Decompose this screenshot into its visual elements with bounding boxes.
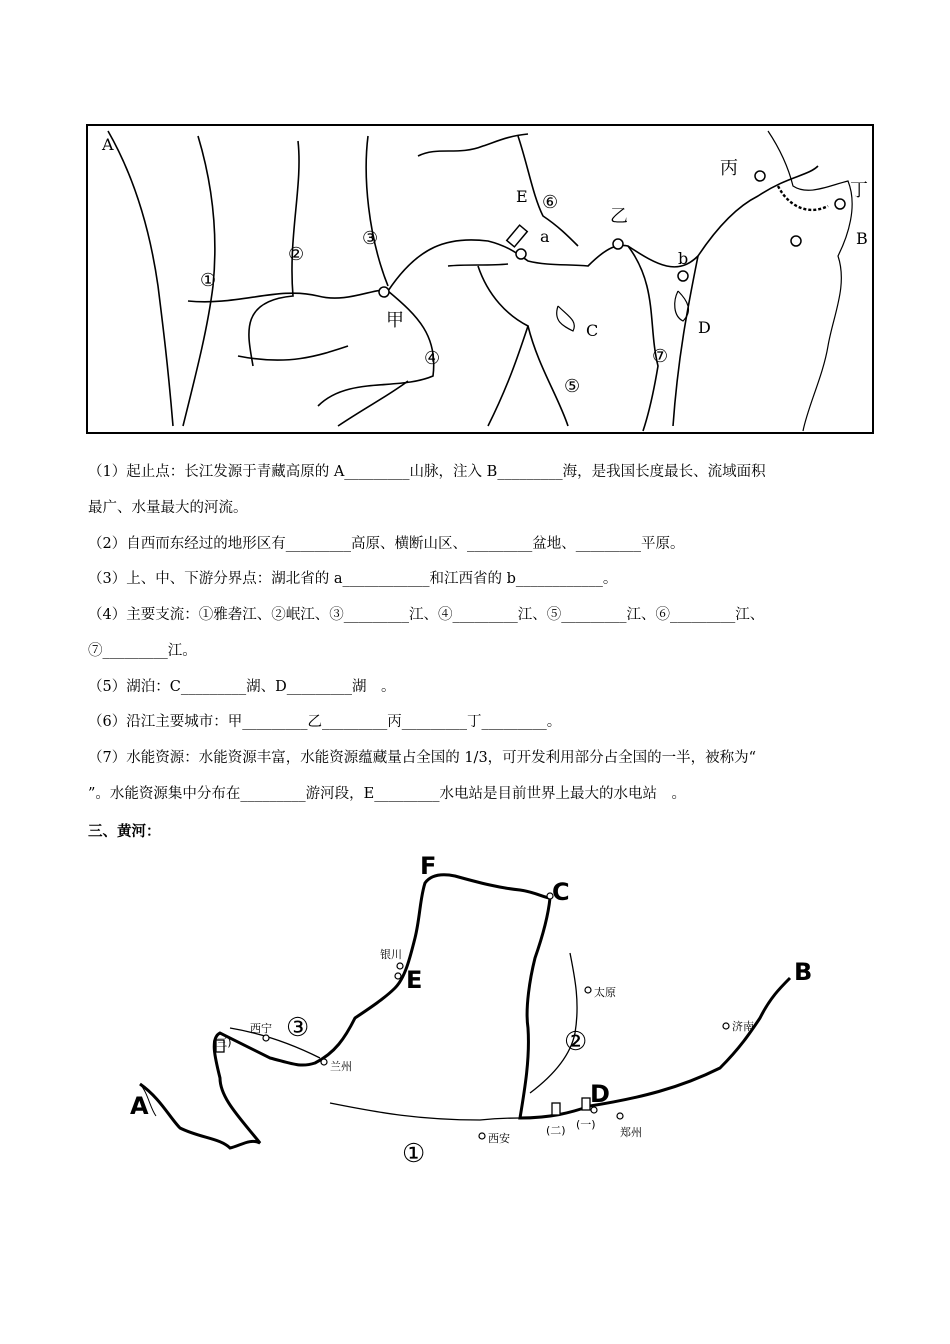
label-dam-1: (一) [576,1118,596,1131]
label-dam-2: (二) [546,1124,566,1137]
question-7-line-1: （7）水能资源：水能资源丰富，水能资源蕴藏量占全国的 1/3，可开发利用部分占全国的一半，被称为“ [88,750,757,766]
label-river-2: ② [564,1027,588,1057]
label-jia: 甲 [386,310,404,331]
city-bing-marker [755,171,765,181]
three-gorges-dam-icon [507,225,528,247]
city-jia-marker [379,287,389,297]
city-lanzhou-marker [321,1059,327,1065]
label-yi: 乙 [610,206,628,227]
label-jinan: 济南 [732,1020,754,1033]
label-river-5: ⑤ [564,376,581,397]
yellow-river-map-drawing [120,848,840,1178]
section-title-yellow-river: 三、黄河： [88,823,161,840]
label-A: A [102,135,114,154]
label-F: F [420,852,437,880]
dam-2-icon [552,1103,560,1115]
tributary-wei-river [330,1103,520,1120]
question-7-line-2: ”。水能资源集中分布在_________游河段，E_________水电站是目前世界上最大的水电站 。 [88,786,686,802]
question-6: （6）沿江主要城市：甲_________乙_________丙_________丁_________。 [88,714,562,730]
city-zhengzhou-marker [617,1113,623,1119]
label-C: C [586,321,599,340]
question-5: （5）湖泊：C_________湖、D_________湖 。 [88,679,396,695]
question-3: （3）上、中、下游分界点：湖北省的 a____________和江西省的 b____________。 [88,571,618,587]
label-B: B [794,958,813,986]
yangtze-map [86,124,874,434]
label-xining: 西宁 [250,1022,272,1035]
label-D: D [698,318,711,337]
tributary-fen-river [530,953,577,1093]
city-xian-marker [479,1133,485,1139]
label-b: b [678,249,689,268]
city-xining-marker [263,1035,269,1041]
label-E: E [406,966,423,994]
label-river-3: ③ [362,228,379,249]
city-jinan-marker [723,1023,729,1029]
label-dam-3: (三) [212,1036,232,1049]
point-B-marker [791,236,801,246]
yellow-river-map [120,848,840,1178]
city-ding-marker [835,199,845,209]
label-ding: 丁 [850,180,868,201]
question-4-line-1: （4）主要支流：①雅砻江、②岷江、③_________江、④_________江、⑤_________江、⑥_________江、 [88,607,765,623]
label-river-4: ④ [424,348,441,369]
label-river-7: ⑦ [652,346,669,367]
label-bing: 丙 [720,158,738,179]
question-4-line-2: ⑦_________江。 [88,643,197,659]
label-river-1: ① [200,270,217,291]
label-E: E [516,187,528,206]
label-river-3: ③ [286,1013,310,1043]
dam-1-icon [582,1098,590,1110]
label-taiyuan: 太原 [594,986,616,999]
point-E-marker [395,973,401,979]
point-b-marker [678,271,688,281]
point-a-marker [516,249,526,259]
label-xian: 西安 [488,1132,510,1145]
label-A: A [130,1092,149,1120]
question-1-line-2: 最广、水量最大的河流。 [88,500,248,516]
label-lanzhou: 兰州 [330,1060,352,1073]
city-taiyuan-marker [585,987,591,993]
city-yinchuan-marker [397,963,403,969]
yangtze-main-river [188,166,818,302]
label-river-2: ② [288,244,305,265]
question-1-line-1: （1）起止点：长江发源于青藏高原的 A_________山脉，注入 B_________海，是我国长度最长、流域面积 [88,464,766,480]
label-a: a [540,227,550,246]
label-zhengzhou: 郑州 [620,1126,642,1139]
label-C: C [552,878,570,906]
label-river-1: ① [402,1139,426,1169]
yangtze-map-drawing [88,126,874,434]
question-2: （2）自西而东经过的地形区有_________高原、横断山区、_________盆地、_________平原。 [88,536,685,552]
label-D: D [590,1080,610,1108]
label-river-6: ⑥ [542,192,559,213]
label-B: B [856,229,868,248]
label-yinchuan: 银川 [380,948,402,961]
yellow-river-main [140,875,790,1148]
city-yi-marker [613,239,623,249]
